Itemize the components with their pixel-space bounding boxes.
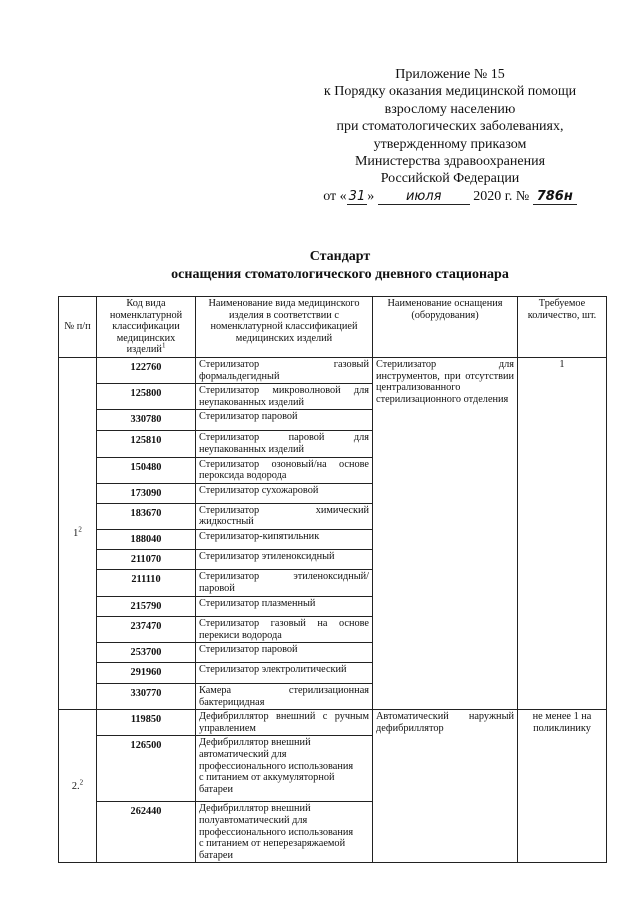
date-day: 31 [348, 188, 366, 204]
device-name: Стерилизатор паровой для неупакованных изделий [196, 431, 373, 457]
row-number: $1^2$ [59, 357, 97, 709]
required-quantity: не менее 1 на поликлинику [518, 710, 607, 863]
date-mid: » [367, 188, 375, 204]
device-name: Стерилизатор газовый формальдегидный [196, 357, 373, 383]
document-title [80, 248, 600, 284]
device-name: Стерилизатор микроволновой для неупакованных изделий [196, 384, 373, 410]
device-code: 125810 [97, 431, 196, 457]
header-line: Российской Федерации [380, 171, 520, 187]
device-name: Дефибриллятор внешний автоматический для профессионального использования с питанием от аккумуляторной батареи [196, 736, 373, 802]
device-name: Камера стерилизационная бактерицидная [196, 684, 373, 710]
header-line: к Порядку оказания медицинской помощи [323, 84, 577, 100]
device-code: 215790 [97, 596, 196, 616]
device-name: Дефибриллятор внешний полуавтоматический для профессионального использования с питанием от неперезаряжаемой батареи [196, 802, 373, 863]
date-month: июля [378, 190, 470, 205]
table-body [59, 357, 607, 862]
device-name: Стерилизатор этиленоксидный/паровой [196, 569, 373, 596]
device-name: Стерилизатор-кипятильник [196, 529, 373, 549]
header-equipment: Наименование оснащения (оборудования) [373, 297, 518, 358]
device-code: 188040 [97, 529, 196, 549]
date-prefix: от « [323, 188, 347, 204]
device-code: 330780 [97, 410, 196, 431]
device-code: 237470 [97, 616, 196, 642]
device-name: Стерилизатор озоновый/на основе пероксида водорода [196, 457, 373, 483]
equipment-name: Автоматический наружный дефибриллятор [373, 710, 518, 863]
header-num: № п/п [59, 297, 97, 358]
device-code: 262440 [97, 802, 196, 863]
table-row [59, 710, 607, 736]
header-line: Приложение № 15 [395, 67, 505, 82]
header-code: Код вида номенклатурной классификации медицинских изделий$^1$ [97, 297, 196, 358]
date-year: 2020 г. № [473, 188, 530, 204]
device-name: Дефибриллятор внешний с ручным управлением [196, 710, 373, 736]
header-line: взрослому населению [384, 101, 516, 117]
device-name: Стерилизатор паровой [196, 643, 373, 663]
row-number: 2.$^2$ [59, 710, 97, 863]
title-line-1: Стандарт [309, 249, 371, 264]
device-name: Стерилизатор плазменный [196, 596, 373, 616]
document-header [300, 66, 600, 205]
order-date-line [300, 188, 600, 205]
device-code: 173090 [97, 483, 196, 503]
title-line-2: оснащения стоматологического дневного стационара [171, 267, 509, 282]
equipment-table [58, 296, 607, 863]
device-code: 119850 [97, 710, 196, 736]
header-name: Наименование вида медицинского изделия в соответствии с номенклатурной классификацией медицинских изделий [196, 297, 373, 358]
header-line: при стоматологических заболеваниях, [336, 119, 564, 135]
device-code: 211070 [97, 549, 196, 569]
order-number: 786н [533, 190, 577, 205]
device-code: 126500 [97, 736, 196, 802]
table-row [59, 357, 607, 383]
device-name: Стерилизатор этиленоксидный [196, 549, 373, 569]
equipment-name: Стерилизатор для инструментов, при отсутствии централизованного стерилизационного отделения [373, 357, 518, 709]
device-code: 183670 [97, 503, 196, 529]
device-name: Стерилизатор газовый на основе перекиси водорода [196, 616, 373, 642]
device-code: 122760 [97, 357, 196, 383]
device-code: 253700 [97, 643, 196, 663]
device-code: 291960 [97, 663, 196, 684]
device-code: 125800 [97, 384, 196, 410]
device-code: 211110 [97, 569, 196, 596]
device-name: Стерилизатор сухожаровой [196, 483, 373, 503]
header-line: Министерства здравоохранения [354, 154, 546, 170]
device-name: Стерилизатор паровой [196, 410, 373, 431]
device-name: Стерилизатор электролитический [196, 663, 373, 684]
header-qty: Требуемое количество, шт. [518, 297, 607, 358]
table-header-row [59, 297, 607, 358]
device-code: 150480 [97, 457, 196, 483]
device-code: 330770 [97, 684, 196, 710]
required-quantity: 1 [518, 357, 607, 709]
device-name: Стерилизатор химический жидкостный [196, 503, 373, 529]
header-line: утвержденному приказом [373, 136, 527, 152]
